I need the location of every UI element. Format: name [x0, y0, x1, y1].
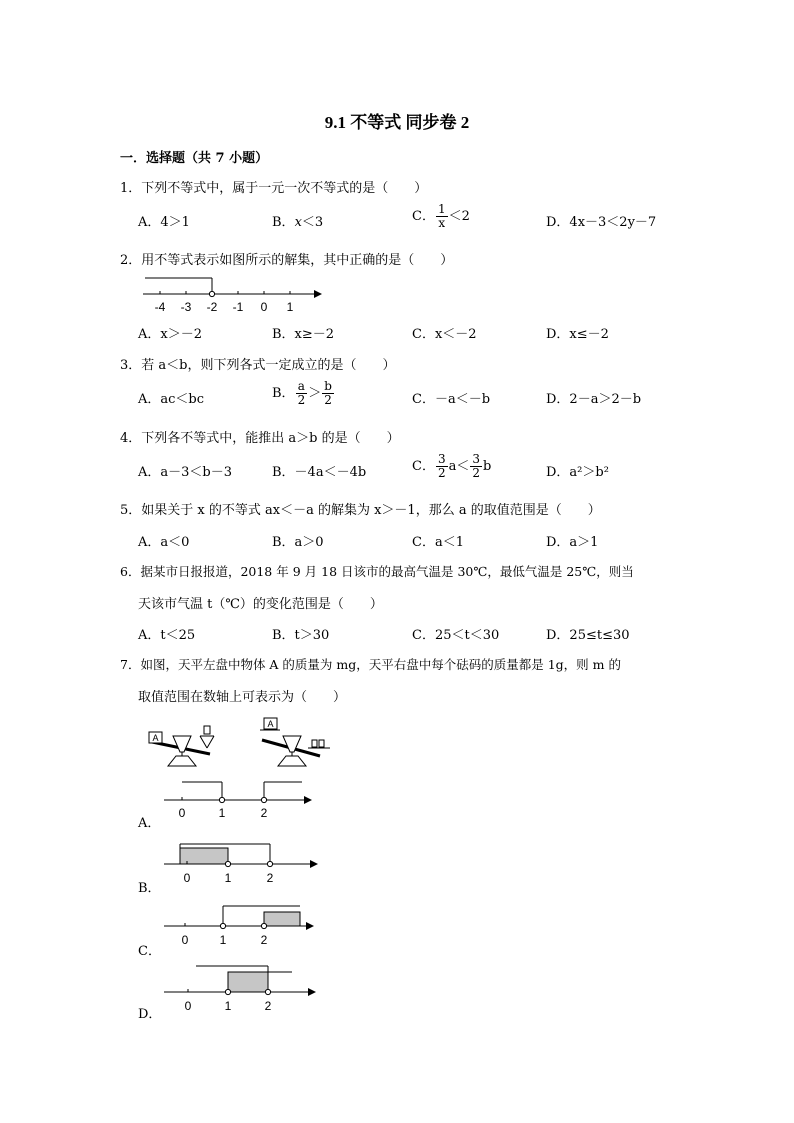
question-7-stem-line2: 取值范围在数轴上可表示为（ ）: [138, 690, 347, 705]
question-5-stem: 5．如果关于 x 的不等式 ax＜－a 的解集为 x＞－1，那么 a 的取值范围是（ ）: [120, 503, 601, 518]
q1-option-d: D．4x－3＜2y－7: [546, 215, 657, 230]
question-6-stem-line2: 天该市气温 t（℃）的变化范围是（ ）: [138, 597, 383, 612]
balance-scale-right: [260, 718, 330, 766]
question-6-stem-line1: 6．据某市日报报道，2018 年 9 月 18 日该市的最高气温是 30℃，最低气温是 25℃，则当: [120, 564, 634, 579]
tick-label: -3: [180, 300, 192, 314]
object-a-label: A: [152, 733, 159, 743]
q7-option-c-number-line: [160, 902, 325, 950]
q1-option-a: A．4＞1: [138, 215, 190, 230]
tick-label: 2: [260, 806, 268, 820]
q7-option-b-number-line: [160, 840, 325, 888]
q3-option-c: C．－a＜－b: [412, 392, 491, 407]
tick-label: 1: [219, 933, 227, 947]
fraction: $\frac{b}{2}$: [324, 379, 332, 407]
fraction: $\frac{a}{2}$: [297, 379, 306, 407]
balance-scales-figure: [140, 712, 340, 770]
question-7-stem-line1: 7．如图，天平左盘中物体 A 的质量为 mg，天平右盘中每个砝码的质量都是 1g，则 m 的: [120, 657, 621, 672]
q3-option-d: D．2－a＞2－b: [546, 392, 642, 407]
q7-option-b: B．: [138, 881, 161, 896]
fraction: $\frac{1}{x}$: [437, 202, 446, 230]
object-a-label: A: [267, 719, 274, 729]
section-heading: 一．选择题（共 7 小题）: [120, 151, 269, 166]
q7-option-d-number-line: [160, 962, 325, 1014]
q7-option-d: D．: [138, 1007, 162, 1022]
q3-option-b: B． $\frac{a}{2}$ ＞ $\frac{b}{2}$: [272, 379, 332, 407]
q4-option-c: C． $\frac{3}{2}$ a＜ $\frac{3}{2}$ b: [412, 452, 492, 480]
tick-label: 2: [266, 871, 274, 885]
tick-label: 2: [260, 933, 268, 947]
q5-option-a: A．a＜0: [138, 535, 190, 550]
q2-number-line: [140, 274, 330, 316]
q6-option-d: D．25≤t≤30: [546, 628, 630, 643]
q1-option-c: C． $\frac{1}{x}$ ＜2: [412, 202, 470, 230]
question-2-stem: 2．用不等式表示如图所示的解集，其中正确的是（ ）: [120, 253, 454, 268]
q5-option-c: C．a＜1: [412, 535, 464, 550]
q6-option-a: A．t＜25: [138, 628, 196, 643]
tick-label: 0: [260, 300, 268, 314]
q5-option-b: B．a＞0: [272, 535, 324, 550]
tick-label: 1: [224, 871, 232, 885]
tick-label: 0: [183, 871, 191, 885]
tick-label: -4: [154, 300, 166, 314]
question-3-stem: 3．若 a＜b，则下列各式一定成立的是（ ）: [120, 358, 396, 373]
q1-option-b: B．x＜3: [272, 215, 324, 230]
q2-option-c: C．x＜－2: [412, 327, 477, 342]
q4-option-d: D．a²＞b²: [546, 465, 609, 480]
question-4-stem: 4．下列各不等式中，能推出 a＞b 的是（ ）: [120, 431, 400, 446]
tick-label: -1: [232, 300, 244, 314]
tick-label: 1: [224, 999, 232, 1013]
q6-option-b: B．t＞30: [272, 628, 330, 643]
q4-option-b: B．－4a＜－4b: [272, 465, 367, 480]
tick-label: 0: [178, 806, 186, 820]
q4-option-a: A．a－3＜b－3: [138, 465, 233, 480]
balance-scale-left: [149, 726, 214, 766]
page-title: 9.1 不等式 同步卷 2: [324, 113, 470, 132]
q2-option-b: B．x≥－2: [272, 327, 335, 342]
q7-option-c: C．: [138, 944, 161, 959]
tick-label: 1: [218, 806, 226, 820]
tick-label: 0: [184, 999, 192, 1013]
tick-label: 0: [181, 933, 189, 947]
tick-label: 1: [286, 300, 294, 314]
fraction: $\frac{3}{2}$: [437, 452, 446, 480]
question-1-stem: 1．下列不等式中，属于一元一次不等式的是（ ）: [120, 181, 428, 196]
q7-option-a-number-line: [160, 778, 320, 822]
q2-option-a: A．x＞－2: [138, 327, 202, 342]
q7-option-a: A．: [138, 816, 161, 831]
q2-option-d: D．x≤－2: [546, 327, 609, 342]
tick-label: 2: [264, 999, 272, 1013]
q5-option-d: D．a＞1: [546, 535, 599, 550]
q6-option-c: C．25＜t＜30: [412, 628, 500, 643]
tick-label: -2: [206, 300, 218, 314]
fraction: $\frac{3}{2}$: [472, 452, 480, 480]
q3-option-a: A．ac＜bc: [138, 392, 205, 407]
